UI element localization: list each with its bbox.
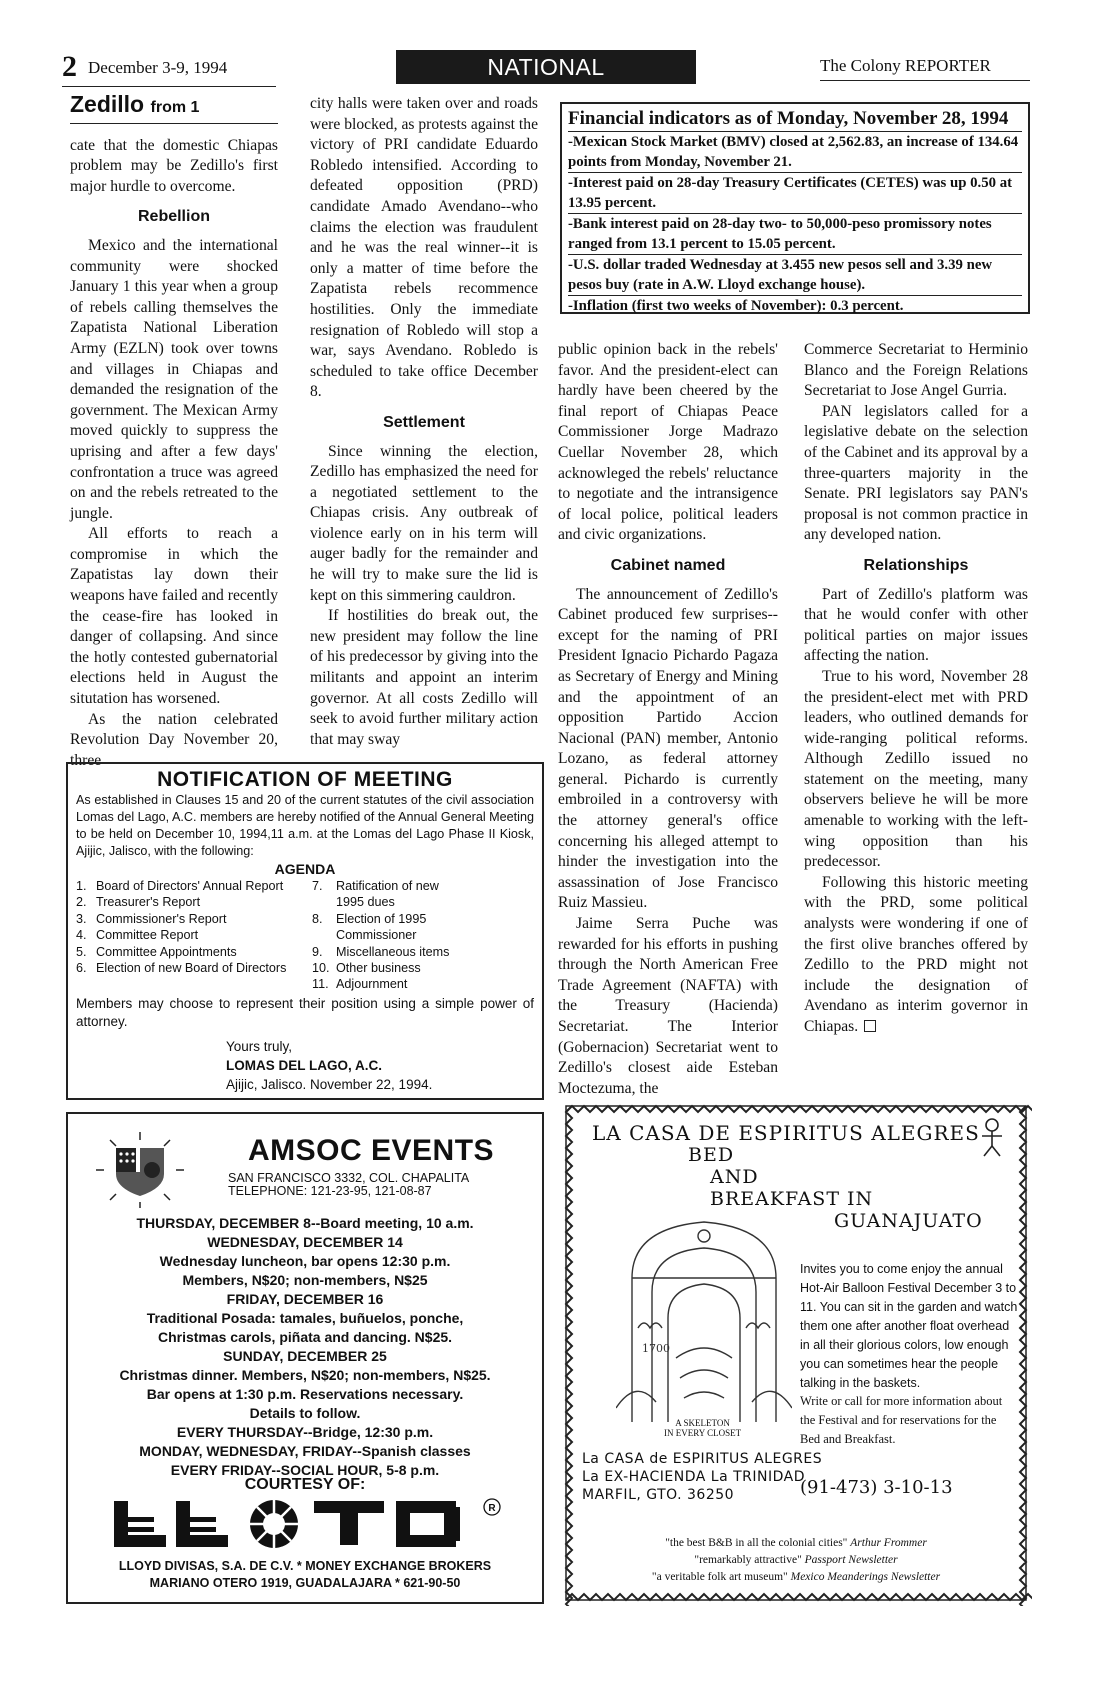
masthead-rule-right [820,80,1030,81]
agenda-item: 4. Committee Report [76,928,199,943]
quote-line: "the best B&B in all the colonial cities" Arthur Frommer [665,1537,927,1549]
amsoc-emblem-icon [90,1130,190,1210]
amsoc-events-box [66,1112,544,1604]
end-of-article-icon [864,1020,876,1032]
financial-title: Financial indicators as of Monday, November 28, 1994 [568,108,1009,129]
agenda-item: 8. Election of 1995 Commissioner [312,911,427,943]
agenda-item: 3. Commissioner's Report [76,911,227,926]
section-banner: NATIONAL [396,50,696,84]
financial-indicators-box [560,102,1030,314]
subhead-settlement: Settlement [383,413,465,431]
event-line: Traditional Posada: tamales, buñuelos, ponche, [146,1310,464,1326]
bnb-address: La CASA de ESPIRITUS ALEGRES La EX-HACIENDA La TRINIDAD MARFIL, GTO. 36250 [582,1451,823,1503]
courtesy-label: COURTESY OF: [244,1476,366,1493]
page-number: 2 [62,50,77,83]
article-paragraph: Following this historic meeting with the PRD, some political analysts were wondering if one of the first olive branches offered by Zedillo to the PRD might not include the designation of Avendano as interim governor in Chiapas. [804,873,1028,1035]
article-paragraph: The announcement of Zedillo's Cabinet produced few surprises--except for the naming of PRI President Ignacio Pichardo Pagaza as Secretary of Energy and Mining and the appointment of an opposition Partido Accion Nacional (PAN) member, Antonio Lozano, as federal attorney general. Pichardo is currently embroiled in a controversy with the attorney general's office concerning his alleged attempt to hinder the investigation into the assassination of Jose Francisco Ruiz Massieu. [558,585,778,912]
closing: Yours truly, [226,1038,293,1054]
bnb-quotes [560,1535,1032,1586]
event-line: Christmas carols, piñata and dancing. N$25. [157,1329,453,1345]
subhead-cabinet: Cabinet named [610,556,726,574]
hacienda-drawing [616,1208,792,1426]
event-line: EVERY THURSDAY--Bridge, 12:30 p.m. [176,1424,434,1440]
event-line: WEDNESDAY, DECEMBER 14 [207,1234,403,1250]
drawing-caption: A SKELETON IN EVERY CLOSET [664,1418,742,1438]
article-paragraph: Commerce Secretariat to Herminio Blanco and the Foreign Relations Secretariat to Jose Angel Gurria. [804,341,1028,400]
bnb-contact-note: Write or call for more information about the Festival and for reservations for the Bed and Breakfast. [800,1394,1003,1446]
agenda-item: 5. Committee Appointments [76,944,237,959]
signature-org: LOMAS DEL LAGO, A.C. [226,1057,383,1073]
agenda-column-left [76,878,298,993]
bnb-title: LA CASA DE ESPIRITUS ALEGRES BED AND BREAKFAST IN GUANAJUATO [592,1121,983,1232]
article-paragraph: Since winning the election, Zedillo has emphasized the need for a negotiated settlement to the Chiapas crisis. Any outbreak of violence early on in his term will auger badly for the remainder and he will try to make sure the lid is kept on this simmering cauldron. [310,442,538,604]
event-line: Wednesday luncheon, bar opens 12:30 p.m. [159,1253,451,1269]
event-line: Members, N$20; non-members, N$25 [182,1272,428,1288]
amsoc-title: AMSOC EVENTS [248,1134,495,1167]
article-paragraph: Jaime Serra Puche was rewarded for his efforts in pushing through the North American Free Trade Agreement (NAFTA) with the Treasury (Hacienda) Secretariat. The Interior (Gobernacion) Secretariat went to Zedillo's closest aide Esteban Moctezuma, the [558,915,778,1097]
newspaper-name: The Colony REPORTER [820,56,991,75]
svg-text:1700: 1700 [642,1342,670,1355]
financial-item: -U.S. dollar traded Wednesday at 3.455 new pesos sell and 3.39 new pesos buy (rate in A.W. Lloyd exchange house). [568,254,1022,295]
notification-body: As established in Clauses 15 and 20 of the current statutes of the civil association Lomas del Lago, A.C. members are hereby notified of the Annual General Meeting to be held on December 10, 1994,11 a.m. at the Lomas del Lago Phase II Kiosk, Ajijic, Jalisco, with the following: [76,793,534,858]
article-column-4 [804,340,1028,1038]
article-paragraph: city halls were taken over and roads were blocked, as protests against the victory of PRI candidate Eduardo Robledo intensified. According to defeated opposition (PRD) candidate Amado Avendano--who claims the election was fraudulent and he was the real winner--it is only a matter of time before the Zapatista rebels recommence hostilities. Only the immediate resignation of Robledo will stop a war, says Avendano. Robledo is scheduled to take office December 8. [310,95,538,401]
article-paragraph: All efforts to reach a compromise in which the Zapatistas lay down their weapons have failed and recently the cease-fire has looked in danger of collapsing. And since the hotly contested gubernatorial elections held in August the situtation has worsened. [70,525,278,708]
proxy-note: Members may choose to represent their position using a simple power of attorney. [76,995,534,1029]
quote-line: "a veritable folk art museum" Mexico Meanderings Newsletter [651,1571,941,1583]
event-line: Bar opens at 1:30 p.m. Reservations necessary. [146,1386,464,1402]
agenda-list [76,878,534,993]
subhead-relationships: Relationships [863,556,969,574]
financial-item: -Mexican Stock Market (BMV) closed at 2,562.83, an increase of 134.64 points from Monday, November 21. [568,131,1022,172]
event-line: EVERY FRIDAY--SOCIAL HOUR, 5-8 p.m. [170,1462,440,1478]
agenda-item: 2. Treasurer's Report [76,895,201,910]
article-paragraph: Part of Zedillo's platform was that he would confer with other political parties on major issues affecting the nation. [804,585,1028,665]
masthead-rule-left [62,86,276,87]
place-date: Ajijic, Jalisco. November 22, 1994. [226,1076,433,1092]
headline-rule [70,123,278,124]
quote-line: "remarkably attractive" Passport Newsletter [694,1554,898,1566]
article-paragraph: public opinion back in the rebels' favor. And the president-elect can hardly have been cheered by the final report of Chiapas Peace Commissioner Jorge Madrazo Cuellar November 28, which acknowleged the rebels' reluctance to negotiate and the intransigence of local police, political leaders and civic organizations. [558,341,778,544]
article-paragraph: cate that the domestic Chiapas problem may be Zedillo's first major hurdle to overcome. [70,136,278,195]
agenda-column-right [298,878,534,993]
agenda-item: 9. Miscellaneous items [312,944,450,959]
notification-title: NOTIFICATION OF MEETING [157,768,453,791]
article-column-2 [310,94,538,750]
event-line: Christmas dinner. Members, N$20; non-members, N$25. [119,1367,491,1383]
meeting-notification-box [66,762,544,1100]
agenda-item: 7. Ratification of new 1995 dues [312,879,439,910]
financial-item: -Bank interest paid on 28-day two- to 50,000-peso promissory notes ranged from 13.1 percent to 15.05 percent. [568,213,1022,254]
agenda-item: 11. Adjournment [312,977,408,992]
financial-item: -Interest paid on 28-day Treasury Certificates (CETES) was up 0.50 at 13.95 percent. [568,172,1022,213]
subhead-rebellion: Rebellion [137,208,210,226]
article-paragraph: PAN legislators called for a legislative debate on the selection of the Cabinet and its approval by a three-quarters majority in the Senate. PRI legislators say PAN's proposal is not common practice in any developed nation. [804,402,1028,544]
lloyd-logo [114,1497,504,1553]
agenda-item: 10. Other business [312,961,421,976]
bnb-phone: (91-473) 3-10-13 [800,1477,953,1498]
event-line: THURSDAY, DECEMBER 8--Board meeting, 10 a.m. [136,1215,474,1231]
article-paragraph: As the nation celebrated Revolution Day November 20, three [70,710,278,769]
agenda-item: 1. Board of Directors' Annual Report [76,879,284,893]
bnb-invitation: Invites you to come enjoy the annual Hot-Air Balloon Festival December 3 to 11. You can sit in the garden and watch them one after another float overhead in all their glorious colors, low enough you can sometimes hear the people talking in the baskets. [800,1262,1018,1390]
amsoc-address: SAN FRANCISCO 3332, COL. CHAPALITA TELEPHONE: 121-23-95, 121-08-87 [228,1171,470,1198]
event-line: SUNDAY, DECEMBER 25 [223,1348,387,1364]
bed-and-breakfast-ad [560,1100,1032,1606]
article-paragraph: Mexico and the international community were shocked January 1 this year when a group of rebels calling themselves the Zapatista National Liberation Army (EZLN) took over towns and villages in Chiapas and demanded the resignation of the government. The Mexican Army moved quickly to suppress the uprising and after a few days' confrontation a truce was agreed on and the rebels retreated to the jungle. [70,236,278,522]
event-line: FRIDAY, DECEMBER 16 [226,1291,384,1307]
amsoc-events-list [68,1214,542,1480]
svg-text:R: R [488,1503,496,1514]
article-column-1 [70,91,278,771]
article-paragraph: If hostilities do break out, the new president may follow the line of his predecessor by giving into the militants and appoint an interim governor. At all costs Zedillo will seek to avoid further military action that may sway [310,607,538,748]
agenda-item: 6. Election of new Board of Directors [76,961,287,976]
lloyd-footer: LLOYD DIVISAS, S.A. DE C.V. * MONEY EXCHANGE BROKERS MARIANO OTERO 1919, GUADALAJARA * 621-90-50 [118,1559,492,1590]
issue-date: December 3-9, 1994 [88,58,228,77]
agenda-heading: AGENDA [274,861,336,877]
event-line: Details to follow. [249,1405,361,1421]
article-paragraph: True to his word, November 28 the president-elect met with PRD leaders, who outlined demands for wide-ranging political reforms. Although Zedillo issued no statement on the meeting, many observers believe he will be more amenable to working with the left-wing opposition than his predecessor. [804,667,1028,871]
event-line: MONDAY, WEDNESDAY, FRIDAY--Spanish classes [139,1443,471,1459]
skeleton-icon [970,1116,1014,1160]
article-column-3 [558,340,778,1099]
article-headline: Zedillo from 1 [70,91,200,117]
financial-item: -Inflation (first two weeks of November): 0.3 percent. [568,295,1022,316]
